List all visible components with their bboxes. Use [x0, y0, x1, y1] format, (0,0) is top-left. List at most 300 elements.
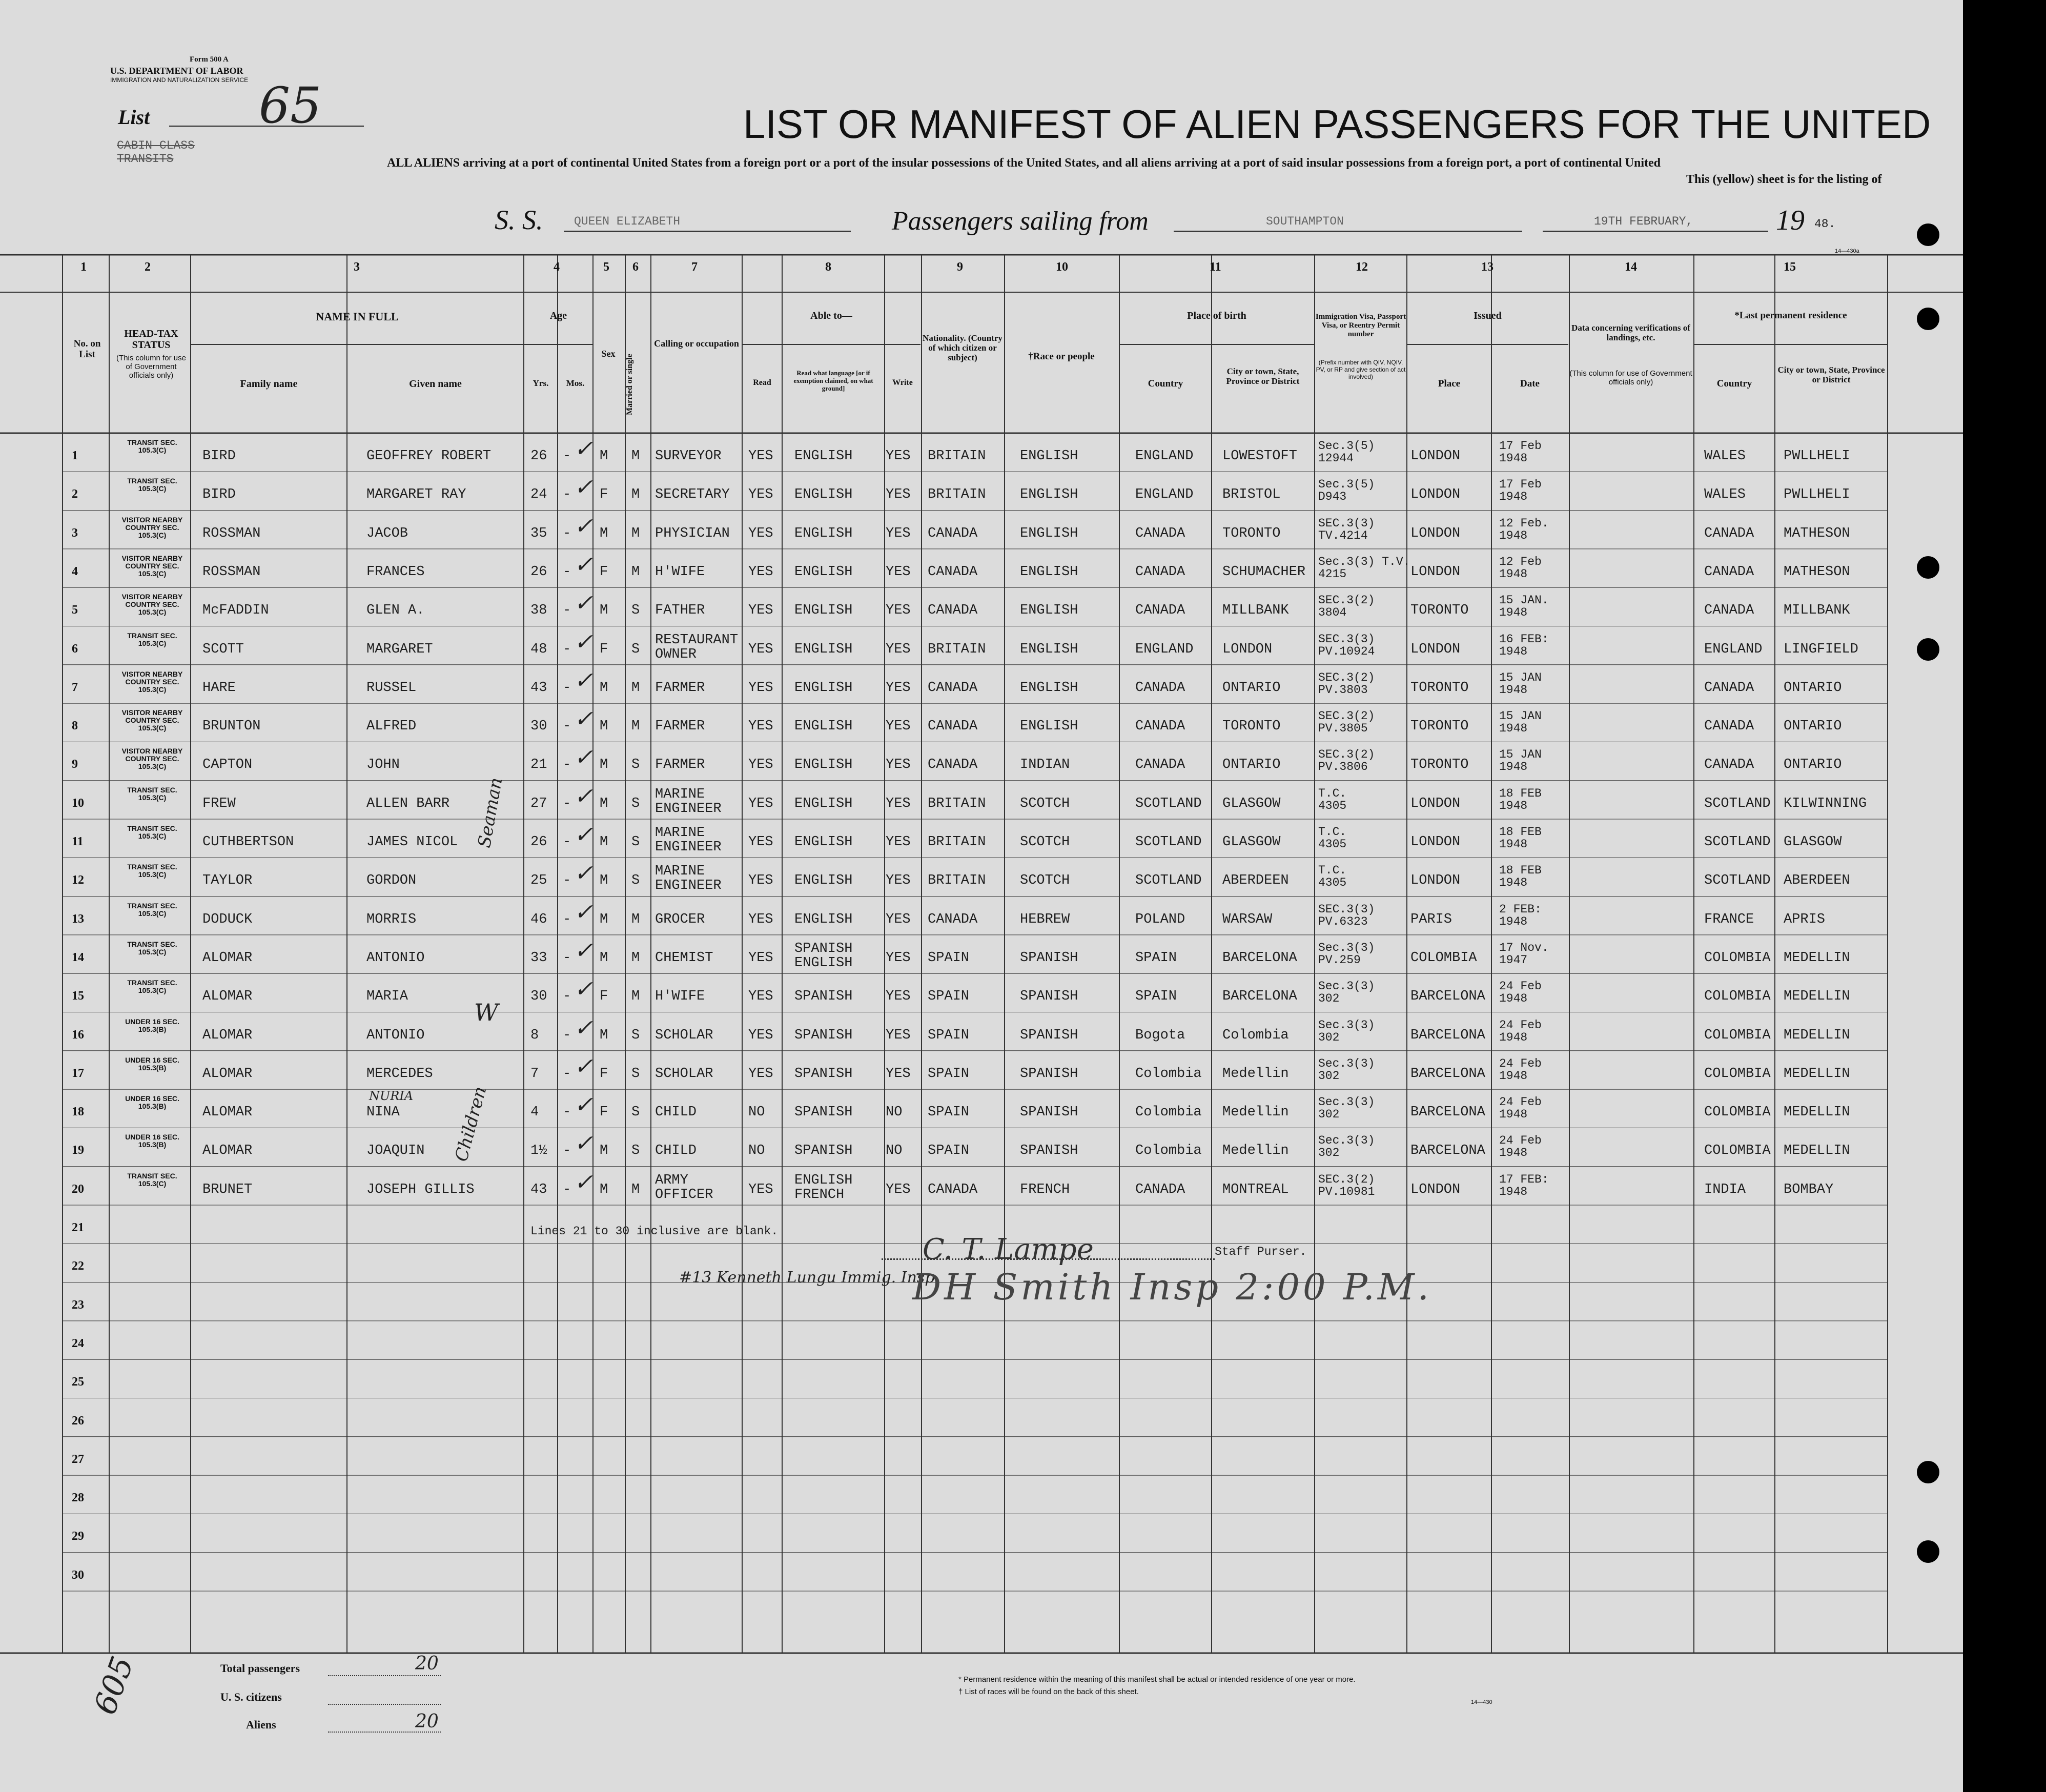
- race: SCOTCH: [1020, 796, 1070, 811]
- issued-place: LONDON: [1410, 834, 1461, 850]
- nationality: CANADA: [928, 911, 978, 927]
- issued-date: 24 Feb 1948: [1499, 1018, 1542, 1044]
- residence-city: GLASGOW: [1784, 834, 1842, 850]
- check-mark-icon: ✓: [574, 628, 593, 655]
- birth-country: Bogota: [1135, 1027, 1185, 1043]
- can-read: YES: [748, 796, 773, 811]
- issued-date: 17 Feb 1948: [1499, 478, 1542, 504]
- punch-hole: [1917, 223, 1939, 246]
- residence-country: CANADA: [1704, 603, 1754, 619]
- column-number: 3: [354, 260, 360, 274]
- headtax-status: TRANSIT SEC. 105.3(C): [127, 940, 177, 956]
- marital-status: S: [631, 757, 640, 773]
- can-write: NO: [886, 1143, 903, 1159]
- issued-place: BARCELONA: [1410, 989, 1485, 1005]
- nationality: SPAIN: [928, 1143, 970, 1159]
- race: SPANISH: [1020, 950, 1078, 966]
- race: SPANISH: [1020, 1143, 1078, 1159]
- issued-date: 17 FEB: 1948: [1499, 1172, 1549, 1198]
- can-write: YES: [886, 796, 911, 811]
- issued-date: 15 JAN 1948: [1499, 709, 1542, 736]
- service: IMMIGRATION AND NATURALIZATION SERVICE: [110, 76, 249, 84]
- headtax-status: TRANSIT SEC. 105.3(C): [127, 477, 177, 493]
- race: ENGLISH: [1020, 525, 1078, 541]
- birth-country: CANADA: [1135, 564, 1185, 580]
- age-months: -: [563, 719, 571, 735]
- nationality: CANADA: [928, 525, 978, 541]
- given-name: NINA: [366, 1105, 400, 1121]
- race: ENGLISH: [1020, 680, 1078, 696]
- family-name: DODUCK: [202, 911, 253, 927]
- marital-status: S: [631, 1027, 640, 1043]
- marital-status: S: [631, 1143, 640, 1159]
- sex: M: [600, 911, 608, 927]
- race: ENGLISH: [1020, 641, 1078, 657]
- residence-country: CANADA: [1704, 719, 1754, 735]
- nationality: CANADA: [928, 719, 978, 735]
- sex: M: [600, 680, 608, 696]
- birth-country: CANADA: [1135, 1182, 1185, 1197]
- purser-signature: C. T. Lampe: [923, 1233, 1094, 1266]
- subtitle-line-1: ALL ALIENS arriving at a port of continental United States from a foreign port or a port of the insular possessions of the United States, and all aliens arriving at a port of said insular possessions from a foreign port, a port of continental United: [387, 156, 1661, 170]
- row-number: 24: [72, 1336, 84, 1350]
- column-number: 9: [957, 260, 963, 274]
- marital-status: S: [631, 1066, 640, 1082]
- header-family: Family name: [240, 378, 298, 390]
- ship-name: QUEEN ELIZABETH: [574, 215, 681, 228]
- nationality: BRITAIN: [928, 796, 986, 811]
- birth-country: CANADA: [1135, 680, 1185, 696]
- header-landing: Data concerning verifications of landings, etc.: [1571, 323, 1690, 342]
- visa-number: SEC.3(3) PV.6323: [1318, 902, 1375, 928]
- footer-aliens-value: 20: [415, 1711, 439, 1732]
- given-name: JAMES NICOL: [366, 834, 458, 850]
- residence-city: APRIS: [1784, 911, 1826, 927]
- issued-place: TORONTO: [1410, 603, 1469, 619]
- issued-place: BARCELONA: [1410, 1105, 1485, 1121]
- punch-hole: [1978, 1540, 2001, 1563]
- header-sex: Sex: [601, 349, 616, 359]
- marital-status: M: [631, 950, 640, 966]
- read-language: ENGLISH: [794, 449, 853, 464]
- can-write: YES: [886, 680, 911, 696]
- given-name: RUSSEL: [366, 680, 417, 696]
- punch-hole: [1978, 1461, 2001, 1483]
- header-name: NAME IN FULL: [316, 310, 399, 323]
- can-write: YES: [886, 449, 911, 464]
- check-mark-icon: ✓: [574, 1092, 593, 1118]
- read-language: ENGLISH: [794, 757, 853, 773]
- headtax-status: UNDER 16 SEC. 105.3(B): [125, 1133, 179, 1149]
- row-number: 9: [72, 758, 78, 771]
- header-given: Given name: [409, 378, 462, 390]
- race: ENGLISH: [1020, 564, 1078, 580]
- birth-country: Colombia: [1135, 1066, 1202, 1082]
- nationality: SPAIN: [928, 950, 970, 966]
- can-write: YES: [886, 1027, 911, 1043]
- check-mark-icon: ✓: [574, 976, 593, 1003]
- can-read: YES: [748, 564, 773, 580]
- race: SCOTCH: [1020, 873, 1070, 889]
- header-visa: Immigration Visa, Passport Visa, or Reentry Permit number: [1315, 313, 1406, 338]
- race: SPANISH: [1020, 1105, 1078, 1121]
- age-months: -: [563, 603, 571, 619]
- nationality: SPAIN: [928, 1105, 970, 1121]
- visa-number: SEC.3(2) PV.3806: [1318, 748, 1375, 774]
- nationality: BRITAIN: [928, 449, 986, 464]
- can-write: NO: [886, 1105, 903, 1121]
- race: SPANISH: [1020, 989, 1078, 1005]
- headtax-status: VISITOR NEARBY COUNTRY SEC. 105.3(C): [121, 708, 183, 732]
- sex: M: [600, 1143, 608, 1159]
- marital-status: M: [631, 449, 640, 464]
- age-years: 24: [530, 487, 547, 503]
- header-yrs: Yrs.: [533, 378, 549, 388]
- row-number: 30: [72, 1568, 84, 1582]
- header-mos: Mos.: [566, 378, 585, 388]
- punch-hole: [1917, 638, 1939, 661]
- age-months: -: [563, 487, 571, 503]
- birth-country: CANADA: [1135, 603, 1185, 619]
- row-number: 13: [72, 912, 84, 926]
- family-name: ALOMAR: [202, 1143, 253, 1159]
- can-write: YES: [886, 989, 911, 1005]
- form-number: Form 500 A: [190, 55, 229, 64]
- residence-city: MATHESON: [1784, 564, 1850, 580]
- sex: M: [600, 525, 608, 541]
- issued-place: LONDON: [1410, 449, 1461, 464]
- column-number: 14: [1625, 260, 1637, 274]
- punch-hole: [1917, 1461, 1939, 1483]
- check-mark-icon: ✓: [574, 1053, 593, 1080]
- nationality: CANADA: [928, 1182, 978, 1197]
- issued-date: 12 Feb. 1948: [1499, 516, 1549, 542]
- can-write: YES: [886, 873, 911, 889]
- bracket-w: W: [474, 999, 499, 1026]
- occupation: FARMER: [655, 757, 705, 773]
- header-able: Able to—: [810, 310, 852, 321]
- issued-date: 18 FEB 1948: [1499, 825, 1542, 851]
- nationality: BRITAIN: [928, 834, 986, 850]
- visa-number: T.C. 4305: [1318, 825, 1347, 851]
- header-language: Read what language [or if exemption claimed, on what ground]: [793, 369, 873, 392]
- residence-city: ABERDEEN: [1784, 873, 1850, 889]
- issued-place: TORONTO: [1410, 680, 1469, 696]
- check-mark-icon: ✓: [574, 822, 593, 848]
- age-years: 33: [530, 950, 547, 966]
- row-number: 20: [72, 1182, 84, 1196]
- family-name: McFADDIN: [202, 603, 269, 619]
- can-read: YES: [748, 834, 773, 850]
- issued-place: LONDON: [1410, 873, 1461, 889]
- family-name: CUTHBERTSON: [202, 834, 294, 850]
- given-name: ANTONIO: [366, 950, 425, 966]
- sex: M: [600, 603, 608, 619]
- age-months: -: [563, 873, 571, 889]
- class-line-2: TRANSITS: [117, 152, 174, 166]
- visa-number: T.C. 4305: [1318, 786, 1347, 812]
- read-language: SPANISH: [794, 1027, 853, 1043]
- birth-city: BARCELONA: [1222, 989, 1297, 1005]
- age-years: 30: [530, 719, 547, 735]
- can-write: YES: [886, 525, 911, 541]
- purser-title: Staff Purser.: [1215, 1245, 1307, 1258]
- given-name: GLEN A.: [366, 603, 425, 619]
- visa-number: SEC.3(2) 3804: [1318, 594, 1375, 620]
- birth-city: LOWESTOFT: [1222, 449, 1297, 464]
- given-name: MORRIS: [366, 911, 417, 927]
- marital-status: M: [631, 680, 640, 696]
- can-write: YES: [886, 487, 911, 503]
- age-months: -: [563, 680, 571, 696]
- race: ENGLISH: [1020, 719, 1078, 735]
- age-months: -: [563, 564, 571, 580]
- headtax-status: UNDER 16 SEC. 105.3(B): [125, 1017, 179, 1033]
- birth-country: SCOTLAND: [1135, 873, 1202, 889]
- read-language: ENGLISH: [794, 487, 853, 503]
- age-years: 43: [530, 680, 547, 696]
- visa-number: Sec.3(3) 302: [1318, 1018, 1375, 1044]
- race: SPANISH: [1020, 1027, 1078, 1043]
- birth-city: WARSAW: [1222, 911, 1273, 927]
- given-name-correction: NURIA: [369, 1089, 414, 1104]
- header-rcountry: Country: [1716, 378, 1752, 389]
- departure-date: 19TH FEBRUARY,: [1594, 215, 1693, 228]
- footer-us-label: U. S. citizens: [220, 1691, 282, 1703]
- header-issued: Issued: [1474, 310, 1502, 321]
- department: U.S. DEPARTMENT OF LABOR: [110, 66, 243, 76]
- can-write: YES: [886, 719, 911, 735]
- issued-place: BARCELONA: [1410, 1027, 1485, 1043]
- family-name: ALOMAR: [202, 1027, 253, 1043]
- issued-date: 15 JAN 1948: [1499, 748, 1542, 774]
- birth-city: MONTREAL: [1222, 1182, 1289, 1197]
- check-mark-icon: ✓: [574, 551, 593, 578]
- headtax-status: TRANSIT SEC. 105.3(C): [127, 979, 177, 995]
- read-language: ENGLISH: [794, 796, 853, 811]
- birth-country: CANADA: [1135, 757, 1185, 773]
- age-months: -: [563, 757, 571, 773]
- marital-status: S: [631, 603, 640, 619]
- can-read: YES: [748, 1182, 773, 1197]
- headtax-status: VISITOR NEARBY COUNTRY SEC. 105.3(C): [121, 747, 183, 771]
- row-number: 15: [72, 989, 84, 1003]
- sex: M: [600, 796, 608, 811]
- birth-city: Medellin: [1222, 1066, 1289, 1082]
- footer-total-value: 20: [415, 1653, 439, 1674]
- visa-number: SEC.3(3) PV.10924: [1318, 632, 1375, 658]
- race: SPANISH: [1020, 1066, 1078, 1082]
- age-months: -: [563, 796, 571, 811]
- residence-country: FRANCE: [1704, 911, 1754, 927]
- family-name: ROSSMAN: [202, 564, 261, 580]
- visa-number: Sec.3(5) 12944: [1318, 439, 1375, 465]
- issued-date: 24 Feb 1948: [1499, 1056, 1542, 1083]
- class-line-1: CABIN CLASS: [117, 139, 195, 152]
- residence-country: COLOMBIA: [1704, 989, 1771, 1005]
- given-name: MARGARET: [366, 641, 433, 657]
- residence-city: PWLLHELI: [1784, 487, 1850, 503]
- residence-country: CANADA: [1704, 525, 1754, 541]
- family-name: BIRD: [202, 449, 236, 464]
- residence-country: SCOTLAND: [1704, 834, 1771, 850]
- row-number: 16: [72, 1028, 84, 1042]
- issued-date: 24 Feb 1948: [1499, 1095, 1542, 1122]
- marital-status: M: [631, 525, 640, 541]
- headtax-status: TRANSIT SEC. 105.3(C): [127, 631, 177, 647]
- sex: M: [600, 1182, 608, 1197]
- birth-country: ENGLAND: [1135, 641, 1194, 657]
- visa-number: Sec.3(3) 302: [1318, 980, 1375, 1006]
- nationality: CANADA: [928, 680, 978, 696]
- header-no: No. on List: [73, 338, 101, 360]
- read-language: SPANISH: [794, 1066, 853, 1082]
- row-number: 2: [72, 487, 78, 501]
- headtax-status: UNDER 16 SEC. 105.3(B): [125, 1094, 179, 1111]
- check-mark-icon: ✓: [574, 744, 593, 771]
- age-months: -: [563, 950, 571, 966]
- check-mark-icon: ✓: [574, 436, 593, 462]
- issued-date: 2 FEB: 1948: [1499, 902, 1542, 928]
- occupation: FATHER: [655, 603, 705, 619]
- can-read: YES: [748, 911, 773, 927]
- visa-number: Sec.3(3) PV.259: [1318, 941, 1375, 967]
- blank-lines-note: Lines 21 to 30 inclusive are blank.: [530, 1225, 779, 1238]
- residence-country: COLOMBIA: [1704, 1143, 1771, 1159]
- header-married: Married or single: [625, 354, 634, 415]
- issued-place: BARCELONA: [1410, 1066, 1485, 1082]
- nationality: BRITAIN: [928, 487, 986, 503]
- row-number: 14: [72, 950, 84, 964]
- family-name: ALOMAR: [202, 1105, 253, 1121]
- occupation: MARINE ENGINEER: [655, 864, 722, 894]
- bracket-seaman: Seaman: [474, 776, 507, 849]
- can-write: YES: [886, 757, 911, 773]
- residence-city: ONTARIO: [1784, 680, 1842, 696]
- residence-country: COLOMBIA: [1704, 1027, 1771, 1043]
- age-months: -: [563, 449, 571, 464]
- column-number: 1: [80, 260, 87, 274]
- issued-place: BARCELONA: [1410, 1143, 1485, 1159]
- header-city: City or town, State, Province or District: [1226, 366, 1300, 386]
- can-read: NO: [748, 1105, 765, 1121]
- header-calling: Calling or occupation: [654, 338, 739, 349]
- age-years: 38: [530, 603, 547, 619]
- given-name: JACOB: [366, 525, 408, 541]
- age-years: 26: [530, 449, 547, 464]
- check-mark-icon: ✓: [574, 1130, 593, 1157]
- marital-status: M: [631, 1182, 640, 1197]
- headtax-status: TRANSIT SEC. 105.3(C): [127, 785, 177, 802]
- residence-country: COLOMBIA: [1704, 1105, 1771, 1121]
- birth-city: ONTARIO: [1222, 680, 1281, 696]
- row-number: 21: [72, 1221, 84, 1234]
- residence-city: MEDELLIN: [1784, 950, 1850, 966]
- visa-number: T.C. 4305: [1318, 864, 1347, 890]
- given-name: GEOFFREY ROBERT: [366, 449, 492, 464]
- read-language: ENGLISH: [794, 719, 853, 735]
- headtax-status: VISITOR NEARBY COUNTRY SEC. 105.3(C): [121, 515, 183, 539]
- year-suffix: 48.: [1814, 217, 1836, 231]
- nationality: CANADA: [928, 603, 978, 619]
- inspector-signature: #13 Kenneth Lungu Immig. Insp.: [679, 1269, 940, 1287]
- occupation: SCHOLAR: [655, 1066, 713, 1082]
- issued-place: COLOMBIA: [1410, 950, 1477, 966]
- age-years: 46: [530, 911, 547, 927]
- can-read: YES: [748, 487, 773, 503]
- family-name: ROSSMAN: [202, 525, 261, 541]
- marital-status: M: [631, 911, 640, 927]
- occupation: H'WIFE: [655, 564, 705, 580]
- row-number: 8: [72, 719, 78, 733]
- occupation: FARMER: [655, 680, 705, 696]
- header-place: Place: [1438, 378, 1461, 389]
- given-name: FRANCES: [366, 564, 425, 580]
- row-number: 1: [72, 449, 78, 462]
- residence-city: LINGFIELD: [1784, 641, 1858, 657]
- marital-status: S: [631, 1105, 640, 1121]
- given-name: JOSEPH GILLIS: [366, 1182, 475, 1197]
- header-read: Read: [753, 378, 771, 387]
- column-number: 2: [145, 260, 151, 274]
- occupation: SECRETARY: [655, 487, 730, 503]
- can-write: YES: [886, 641, 911, 657]
- header-country: Country: [1148, 378, 1183, 389]
- age-years: 8: [530, 1027, 539, 1043]
- year-prefix: 19: [1776, 205, 1805, 236]
- issued-place: TORONTO: [1410, 757, 1469, 773]
- residence-city: ONTARIO: [1784, 719, 1842, 735]
- birth-country: Colombia: [1135, 1105, 1202, 1121]
- given-name: GORDON: [366, 873, 417, 889]
- occupation: H'WIFE: [655, 989, 705, 1005]
- read-language: SPANISH: [794, 1143, 853, 1159]
- column-number: 11: [1210, 260, 1221, 274]
- visa-number: SEC.3(2) PV.3803: [1318, 670, 1375, 697]
- age-years: 27: [530, 796, 547, 811]
- family-name: BRUNET: [202, 1182, 253, 1197]
- residence-country: ENGLAND: [1704, 641, 1763, 657]
- read-language: ENGLISH: [794, 603, 853, 619]
- issued-place: LONDON: [1410, 564, 1461, 580]
- footer-total-label: Total passengers: [220, 1662, 300, 1675]
- row-number: 25: [72, 1375, 84, 1389]
- check-mark-icon: ✓: [574, 474, 593, 501]
- row-number: 28: [72, 1491, 84, 1505]
- headtax-status: TRANSIT SEC. 105.3(C): [127, 863, 177, 879]
- sex: M: [600, 950, 608, 966]
- ss-label: S. S.: [495, 205, 543, 235]
- read-language: ENGLISH FRENCH: [794, 1172, 853, 1203]
- read-language: SPANISH ENGLISH: [794, 941, 853, 971]
- departure-port: SOUTHAMPTON: [1266, 215, 1344, 228]
- age-years: 21: [530, 757, 547, 773]
- headtax-status: TRANSIT SEC. 105.3(C): [127, 824, 177, 840]
- header-visa-sub: (Prefix number with QIV, NQIV, PV, or RP and give section of act involved): [1316, 359, 1406, 380]
- sailing-label: Passengers sailing from: [892, 207, 1149, 236]
- residence-country: CANADA: [1704, 680, 1754, 696]
- can-write: YES: [886, 834, 911, 850]
- sex: M: [600, 449, 608, 464]
- check-mark-icon: ✓: [574, 937, 593, 964]
- read-language: ENGLISH: [794, 834, 853, 850]
- occupation: GROCER: [655, 911, 705, 927]
- row-number: 27: [72, 1452, 84, 1466]
- can-read: YES: [748, 1027, 773, 1043]
- sex: F: [600, 564, 608, 580]
- row-number: 6: [72, 642, 78, 656]
- given-name: ALLEN BARR: [366, 796, 450, 811]
